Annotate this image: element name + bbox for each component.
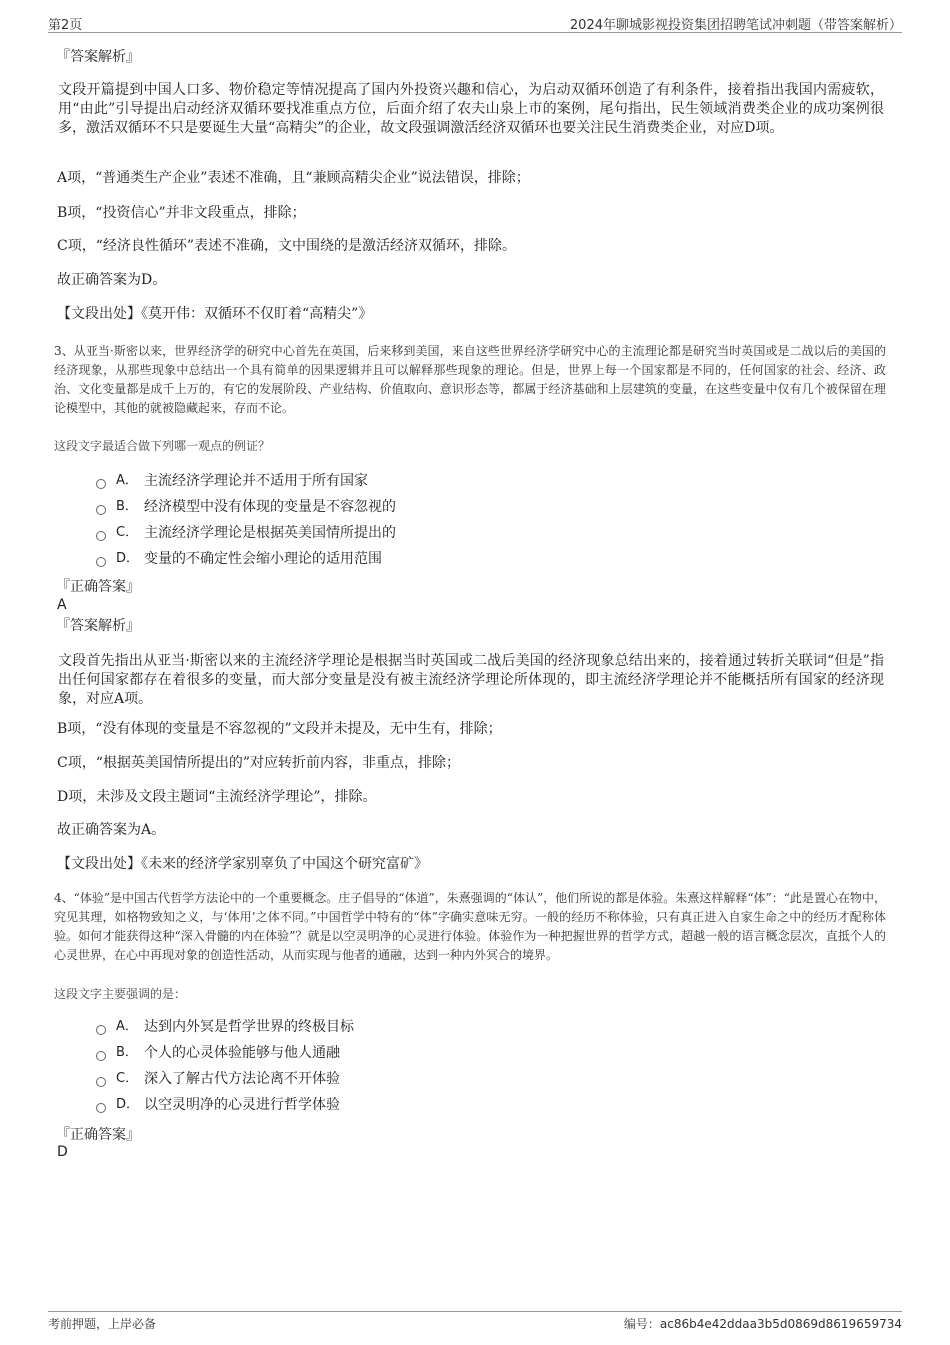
question-3-option-d[interactable]: D． 变量的不确定性会缩小理论的适用范围 [96,549,382,569]
correct-answer-label-3: 『正确答案』 [56,579,140,595]
radio-icon[interactable] [96,1077,106,1087]
analysis-label-3: 『答案解析』 [56,618,140,634]
option-text: 个人的心灵体验能够与他人通融 [144,1045,340,1061]
radio-icon[interactable] [96,531,106,541]
analysis-b-1: B项，“投资信心”并非文段重点，排除； [57,205,306,221]
radio-icon[interactable] [96,479,106,489]
option-text: 主流经济学理论并不适用于所有国家 [144,473,368,489]
question-4-option-a[interactable]: A． 达到内外冥是哲学世界的终极目标 [96,1017,354,1037]
conclusion-1: 故正确答案为D。 [57,272,167,288]
source-3: 【文段出处】《未来的经济学家别辜负了中国这个研究富矿》 [57,856,428,872]
analysis-label-1: 『答案解析』 [56,49,140,65]
option-text: 达到内外冥是哲学世界的终极目标 [144,1019,354,1035]
analysis-text-1: 文段开篇提到中国人口多、物价稳定等情况提高了国内外投资兴趣和信心，为启动双循环创造了有利条件，接着指出我国内需疲软，用“由此”引导提出启动经济双循环要找准重点方位，后面介绍了农夫山泉上市的案例，尾句指出，民生领域消费类企业的成功案例很多，激活双循环不只是要诞生大量“高精尖”的企业，故文段强调激活经济双循环也要关注民生消费类企业，对应D项。 [58,82,884,136]
option-text: 主流经济学理论是根据英美国情所提出的 [144,525,396,541]
conclusion-3: 故正确答案为A。 [57,822,166,838]
page-header [48,12,902,33]
option-text: 深入了解古代方法论离不开体验 [144,1071,340,1087]
analysis-c-3: C项，“根据英美国情所提出的”对应转折前内容，非重点，排除； [57,755,461,771]
question-3-option-c[interactable]: C． 主流经济学理论是根据英美国情所提出的 [96,523,396,543]
document-title: 2024年聊城影视投资集团招聘笔试冲刺题（带答案解析） [569,18,902,33]
question-3-prompt: 这段文字最适合做下列哪一观点的例证？ [54,439,271,453]
question-3-option-a[interactable]: A． 主流经济学理论并不适用于所有国家 [96,471,368,491]
page-number: 第2页 [48,18,83,33]
radio-icon[interactable] [96,1103,106,1113]
radio-icon[interactable] [96,1051,106,1061]
question-4-option-c[interactable]: C． 深入了解古代方法论离不开体验 [96,1069,340,1089]
analysis-text-3: 文段首先指出从亚当·斯密以来的主流经济学理论是根据当时英国或二战后美国的经济现象总结出来的，接着通过转折关联词“但是”指出任何国家都存在着很多的变量，而大部分变量是没有被主流经济学理论所体现的，即主流经济学理论并不能概括所有国家的经济现象，对应A项。 [58,653,884,707]
option-text: 变量的不确定性会缩小理论的适用范围 [144,551,382,567]
page-footer [48,1311,902,1332]
question-3-option-b[interactable]: B． 经济模型中没有体现的变量是不容忽视的 [96,497,396,517]
source-1: 【文段出处】《莫开伟：双循环不仅盯着“高精尖”》 [57,306,373,322]
footer-slogan: 考前押题，上岸必备 [48,1317,157,1331]
correct-answer-label-4: 『正确答案』 [56,1127,140,1143]
question-4-stem: 4、“体验”是中国古代哲学方法论中的一个重要概念。庄子倡导的“体道”，朱熹强调的“体认”，他们所说的都是体验。朱熹这样解释“体”：“此是置心在物中，究见其理，如格物致知之义，与‘体用’之体不同。”中国哲学中特有的“体”字确实意味无穷。一般的经历不称体验，只有真正进入自家生命之中的经历才配称体验。如何才能获得这种“深入骨髓的内在体验”？就是以空灵明净的心灵进行体验。体验作为一种把握世界的哲学方式，超越一般的语言概念层次，直抵个人的心灵世界，在心中再现对象的创造性活动，从而实现与他者的通融，达到一种内外冥合的境界。 [54,891,886,962]
radio-icon[interactable] [96,1025,106,1035]
footer-serial: 编号：ac86b4e42ddaa3b5d0869d8619659734 [623,1317,902,1331]
analysis-d-3: D项，未涉及文段主题词“主流经济学理论”，排除。 [57,789,377,805]
radio-icon[interactable] [96,505,106,515]
analysis-b-3: B项，“没有体现的变量是不容忽视的”文段并未提及，无中生有，排除； [57,721,502,737]
question-3-stem: 3、从亚当·斯密以来，世界经济学的研究中心首先在英国，后来移到美国，来自这些世界经济学研究中心的主流理论都是研究当时英国或是二战以后的美国的经济现象，从那些现象中总结出一个具有简单的因果逻辑并且可以解释那些现象的理论。但是，世界上每一个国家都是不同的，任何国家的社会、经济、政治、文化变量都是成千上万的，有它的发展阶段、产业结构、价值取向、意识形态等，都属于经济基础和上层建筑的变量，在这些变量中仅有几个被保留在理论模型中，其他的就被隐藏起来，存而不论。 [54,344,886,415]
correct-answer-3: A [57,597,67,613]
question-4-prompt: 这段文字主要强调的是： [54,987,187,1001]
option-text: 经济模型中没有体现的变量是不容忽视的 [144,499,396,515]
analysis-a-1: A项，“普通类生产企业”表述不准确，且“兼顾高精尖企业”说法错误，排除； [57,170,530,186]
analysis-c-1: C项，“经济良性循环”表述不准确，文中围绕的是激活经济双循环，排除。 [57,238,517,254]
option-text: 以空灵明净的心灵进行哲学体验 [144,1097,340,1113]
radio-icon[interactable] [96,557,106,567]
question-4-option-d[interactable]: D． 以空灵明净的心灵进行哲学体验 [96,1095,340,1115]
question-4-option-b[interactable]: B． 个人的心灵体验能够与他人通融 [96,1043,340,1063]
correct-answer-4: D [57,1144,68,1160]
